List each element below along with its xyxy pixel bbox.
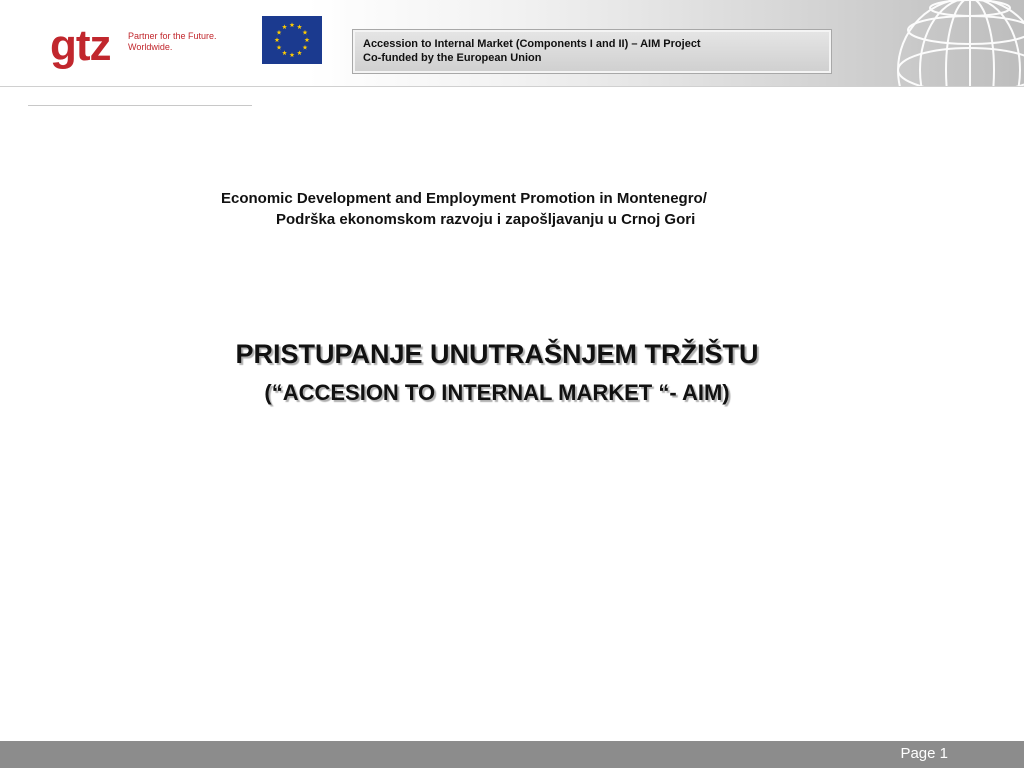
title-montenegrin: PRISTUPANJE UNUTRAŠNJEM TRŽIŠTU	[235, 339, 759, 369]
header-band	[0, 0, 1024, 87]
title-english: (“ACCESION TO INTERNAL MARKET “- AIM)	[264, 380, 730, 405]
header-rule	[28, 105, 252, 106]
gtz-tagline-line2: Worldwide.	[128, 42, 173, 52]
main-title	[0, 336, 1024, 408]
subtitle-english: Economic Development and Employment Promotion in Montenegro/	[221, 190, 707, 207]
project-title: Accession to Internal Market (Components I and II) – AIM Project	[363, 38, 701, 50]
project-funding: Co-funded by the European Union	[363, 52, 542, 64]
project-info-box	[352, 29, 832, 74]
gtz-tagline-line1: Partner for the Future.	[128, 31, 217, 41]
footer-bar	[0, 741, 1024, 768]
gtz-logo	[50, 21, 230, 76]
eu-flag-icon	[262, 16, 322, 64]
globe-icon	[890, 0, 1024, 86]
gtz-tagline	[128, 31, 217, 53]
gtz-wordmark: gtz	[50, 21, 111, 70]
page-number: Page 1	[900, 745, 948, 762]
subtitle-montenegrin: Podrška ekonomskom razvoju i zapošljavanju u Crnoj Gori	[276, 211, 696, 228]
